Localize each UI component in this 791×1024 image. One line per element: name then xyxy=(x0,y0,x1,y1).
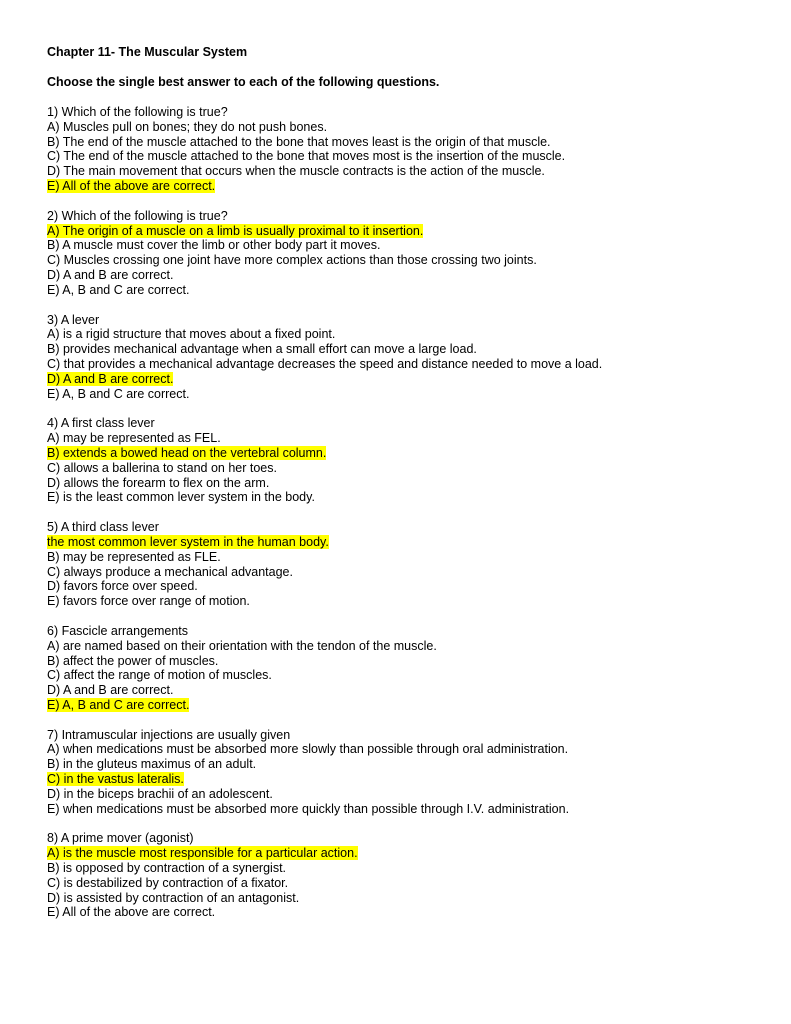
document-page xyxy=(47,45,767,920)
answer-option: C) The end of the muscle attached to the bone that moves most is the insertion of the muscle. xyxy=(47,149,566,164)
question-block xyxy=(47,209,767,298)
answer-option-highlighted: C) in the vastus lateralis. xyxy=(47,772,184,787)
answer-option: C) Muscles crossing one joint have more complex actions than those crossing two joints. xyxy=(47,253,537,268)
answer-option: C) that provides a mechanical advantage decreases the speed and distance needed to move a load. xyxy=(47,356,603,371)
question-block xyxy=(47,313,767,402)
answer-option: A) are named based on their orientation with the tendon of the muscle. xyxy=(47,638,437,653)
answer-option: E) favors force over range of motion. xyxy=(47,594,250,609)
answer-option: C) affect the range of motion of muscles. xyxy=(47,668,272,683)
answer-option: E) All of the above are correct. xyxy=(47,905,216,920)
answer-option: B) The end of the muscle attached to the bone that moves least is the origin of that muscle. xyxy=(47,134,551,149)
answer-option: B) in the gluteus maximus of an adult. xyxy=(47,757,257,772)
answer-option: C) allows a ballerina to stand on her toes. xyxy=(47,460,277,475)
question-block xyxy=(47,416,767,505)
answer-option: D) in the biceps brachii of an adolescent. xyxy=(47,786,273,801)
question-stem: 5) A third class lever xyxy=(47,520,159,535)
answer-option: B) A muscle must cover the limb or other body part it moves. xyxy=(47,238,381,253)
answer-option: B) provides mechanical advantage when a small effort can move a large load. xyxy=(47,342,477,357)
answer-option: B) is opposed by contraction of a synergist. xyxy=(47,861,287,876)
answer-option: D) A and B are correct. xyxy=(47,267,174,282)
question-block xyxy=(47,831,767,920)
answer-option-highlighted: A) The origin of a muscle on a limb is usually proximal to it insertion. xyxy=(47,223,424,238)
answer-option: E) is the least common lever system in the body. xyxy=(47,490,315,505)
answer-option: E) A, B and C are correct. xyxy=(47,386,190,401)
answer-option: D) The main movement that occurs when the muscle contracts is the action of the muscle. xyxy=(47,164,545,179)
answer-option: A) Muscles pull on bones; they do not push bones. xyxy=(47,119,328,134)
answer-option: C) always produce a mechanical advantage. xyxy=(47,564,293,579)
answer-option: D) is assisted by contraction of an antagonist. xyxy=(47,890,300,905)
answer-option: B) may be represented as FLE. xyxy=(47,549,221,564)
answer-option: A) when medications must be absorbed more slowly than possible through oral administration. xyxy=(47,742,569,757)
question-stem: 3) A lever xyxy=(47,312,100,327)
question-block xyxy=(47,520,767,609)
answer-option: E) A, B and C are correct. xyxy=(47,282,190,297)
question-stem: 8) A prime mover (agonist) xyxy=(47,831,194,846)
question-block xyxy=(47,728,767,817)
question-stem: 2) Which of the following is true? xyxy=(47,208,228,223)
instructions: Choose the single best answer to each of the following questions. xyxy=(47,75,440,89)
answer-option-highlighted: E) A, B and C are correct. xyxy=(47,697,190,712)
answer-option: C) is destabilized by contraction of a fixator. xyxy=(47,875,289,890)
document-title: Chapter 11- The Muscular System xyxy=(47,45,248,59)
answer-option-highlighted: A) is the muscle most responsible for a particular action. xyxy=(47,846,358,861)
answer-option: D) A and B are correct. xyxy=(47,683,174,698)
answer-option-highlighted: D) A and B are correct. xyxy=(47,371,174,386)
answer-option: A) is a rigid structure that moves about a fixed point. xyxy=(47,327,336,342)
question-list xyxy=(47,105,767,920)
question-stem: 6) Fascicle arrangements xyxy=(47,623,189,638)
answer-option: E) when medications must be absorbed more quickly than possible through I.V. administration. xyxy=(47,801,570,816)
answer-option: D) allows the forearm to flex on the arm. xyxy=(47,475,270,490)
answer-option: D) favors force over speed. xyxy=(47,579,198,594)
question-block xyxy=(47,624,767,713)
answer-option-highlighted: E) All of the above are correct. xyxy=(47,178,216,193)
answer-option-highlighted: B) extends a bowed head on the vertebral column. xyxy=(47,445,327,460)
question-stem: 1) Which of the following is true? xyxy=(47,105,228,119)
question-stem: 4) A first class lever xyxy=(47,416,155,431)
answer-option: B) affect the power of muscles. xyxy=(47,653,219,668)
answer-option: A) may be represented as FEL. xyxy=(47,431,221,446)
question-stem: 7) Intramuscular injections are usually given xyxy=(47,727,291,742)
question-block xyxy=(47,105,767,194)
answer-option-highlighted: the most common lever system in the human body. xyxy=(47,534,329,549)
